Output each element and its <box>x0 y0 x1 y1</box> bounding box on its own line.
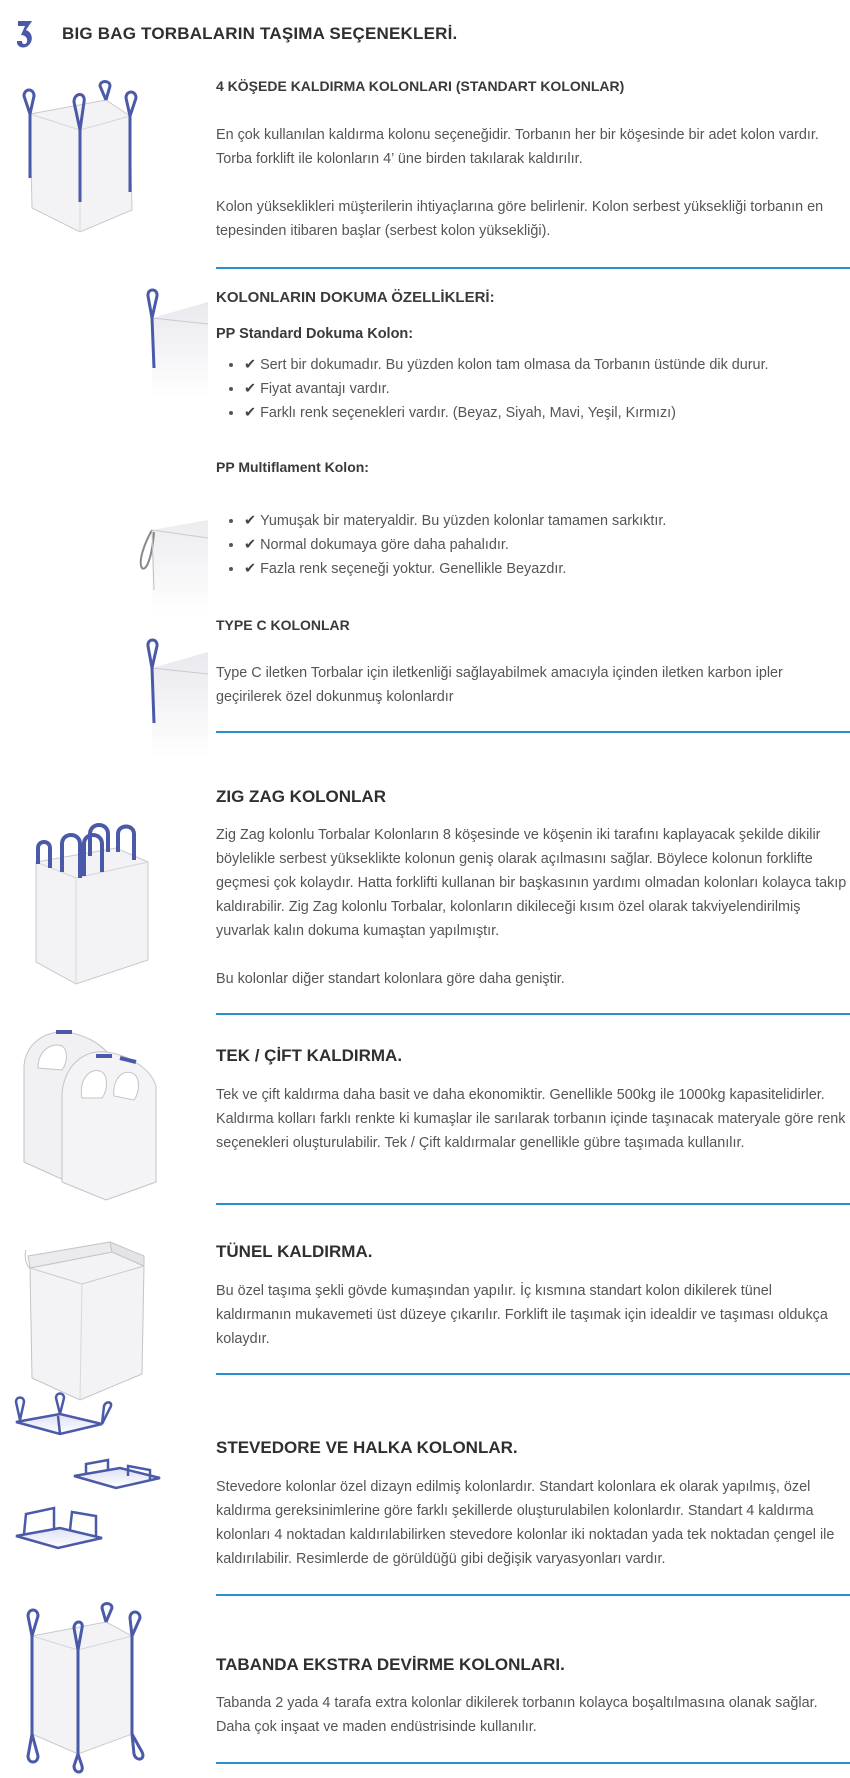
single-double-loop-bags-image <box>16 1022 166 1202</box>
type-c-paragraph: Type C iletken Torbalar için iletkenliği sağlayabilmek amacıyla içinden iletken karbon ipler geçirilerek özel dokunmuş kolonlardır <box>216 665 783 705</box>
check-icon: ✔ <box>244 357 257 373</box>
pp-standard-title: PP Standard Dokuma Kolon: <box>216 326 414 342</box>
list-item: • ✔ Farklı renk seçenekleri vardır. (Beyaz, Siyah, Mavi, Yeşil, Kırmızı) <box>244 401 850 425</box>
single-double-paragraph: Tek ve çift kaldırma daha basit ve daha ekonomiktir. Genellikle 500kg ile 1000kg kapasitelidirler. Kaldırma kolları farklı renkte ki kumaşlar ile sarılarak torbanın içinde taşınacak materyale göre renk seçenekleri oluşturulabilir. Tek / Çift kaldırmalar genellikle gübre taşımada kullanılır. <box>216 1087 846 1151</box>
stevedore-paragraph: Stevedore kolonlar özel dizayn edilmiş kolonlardır. Standart kolonlara ek olarak yapılmış, özel kaldırma gereksinimlerine göre farklı şekillerde oluşturulabilen kolonlardır. Standart 4 kaldırma kolonları 4 noktadan kaldırılabilirken stevedore kolonlar iki noktadan yada tek noktadan çengel ile kaldırılabilir. Resimlerde de görüldüğü gibi değişik varyasyonları vardır. <box>216 1479 835 1567</box>
base-loops-bag-image <box>20 1606 150 1774</box>
corner-paragraph-1: En çok kullanılan kaldırma kolonu seçeneğidir. Torbanın her bir köşesinde bir adet kolon vardır. Torba forklift ile kolonların 4’ üne birden takılarak kaldırılır. <box>216 127 819 167</box>
list-item: • ✔ Fiyat avantajı vardır. <box>244 377 850 401</box>
list-item: • ✔ Sert bir dokumadır. Bu yüzden kolon tam olmasa da Torbanın üstünde dik durur. <box>244 353 850 377</box>
stevedore-heading: STEVEDORE VE HALKA KOLONLAR. <box>216 1438 518 1457</box>
section-divider <box>216 267 850 269</box>
list-item: • ✔ Fazla renk seçeneği yoktur. Genellikle Beyazdır. <box>244 557 850 581</box>
list-item: • ✔ Normal dokumaya göre daha pahalıdır. <box>244 533 850 557</box>
check-icon: ✔ <box>244 537 257 553</box>
zigzag-bag-image <box>22 822 162 987</box>
stevedore-loops-image <box>10 1394 170 1564</box>
check-icon: ✔ <box>244 381 257 397</box>
zigzag-heading: ZIG ZAG KOLONLAR <box>216 787 386 806</box>
pp-multi-list <box>216 509 850 581</box>
section-divider <box>216 1594 850 1596</box>
weave-heading: KOLONLARIN DOKUMA ÖZELLİKLERİ: <box>216 289 495 306</box>
tunnel-bag-image <box>22 1238 152 1403</box>
section-divider <box>216 1203 850 1205</box>
four-loop-bag-image <box>18 82 148 242</box>
type-c-loop-image <box>138 638 208 758</box>
section-divider <box>216 1373 850 1375</box>
standard-loop-image <box>138 288 208 398</box>
check-icon: ✔ <box>244 405 257 421</box>
zigzag-paragraph-1: Zig Zag kolonlu Torbalar Kolonların 8 köşesinde ve köşenin iki tarafını kaplayacak şekilde dikilir böylelikle serbest yükseklikte kolonun geniş olarak açılmasını sağlar. Böylece kolonun forklifte geçmesi çok kolaydır. Hatta forklifti kullanan bir başkasının yardımı olmadan kolonları kolayca takıp kaldırabilir. Zig Zag kolonlu Torbalar, kolonların dikileceği kısım özel olarak takviyelendirilmiş yuvarlak kalın dokuma kumaştan yapılmıştır. <box>216 827 847 939</box>
type-c-title: TYPE C KOLONLAR <box>216 617 350 633</box>
pp-standard-list <box>216 353 850 425</box>
base-loops-paragraph: Tabanda 2 yada 4 tarafa extra kolonlar dikilerek torbanın kolayca boşaltılmasına olanak sağlar. Daha çok inşaat ve maden endüstrisinde kullanılır. <box>216 1695 818 1735</box>
single-double-heading: TEK / ÇİFT KALDIRMA. <box>216 1046 403 1065</box>
hook-icon <box>14 18 36 50</box>
base-loops-heading: TABANDA EKSTRA DEVİRME KOLONLARI. <box>216 1655 565 1674</box>
zigzag-paragraph-2: Bu kolonlar diğer standart kolonlara göre daha geniştir. <box>216 971 565 987</box>
check-icon: ✔ <box>244 513 257 529</box>
pp-multi-title: PP Multiflament Kolon: <box>216 459 369 475</box>
check-icon: ✔ <box>244 561 257 577</box>
list-item: • ✔ Yumuşak bir materyaldir. Bu yüzden kolonlar tamamen sarkıktır. <box>244 509 850 533</box>
page-title: BIG BAG TORBALARIN TAŞIMA SEÇENEKLERİ. <box>62 24 458 43</box>
section-divider <box>216 1762 850 1764</box>
tunnel-paragraph: Bu özel taşıma şekli gövde kumaşından yapılır. İç kısmına standart kolon dikilerek tünel kaldırmanın mukavemeti üst düzeye çıkarılır. Forklift ile taşımak için idealdir ve taşıması oldukça kolaydır. <box>216 1283 828 1347</box>
multifilament-loop-image <box>138 510 208 615</box>
corner-paragraph-2: Kolon yükseklikleri müşterilerin ihtiyaçlarına göre belirlenir. Kolon serbest yüksekliği torbanın en tepesinden itibaren başlar (serbest kolon yüksekliği). <box>216 199 824 239</box>
tunnel-heading: TÜNEL KALDIRMA. <box>216 1242 373 1261</box>
section-divider <box>216 731 850 733</box>
corner-heading: 4 KÖŞEDE KALDIRMA KOLONLARI (STANDART KOLONLAR) <box>216 78 625 94</box>
section-divider <box>216 1013 850 1015</box>
